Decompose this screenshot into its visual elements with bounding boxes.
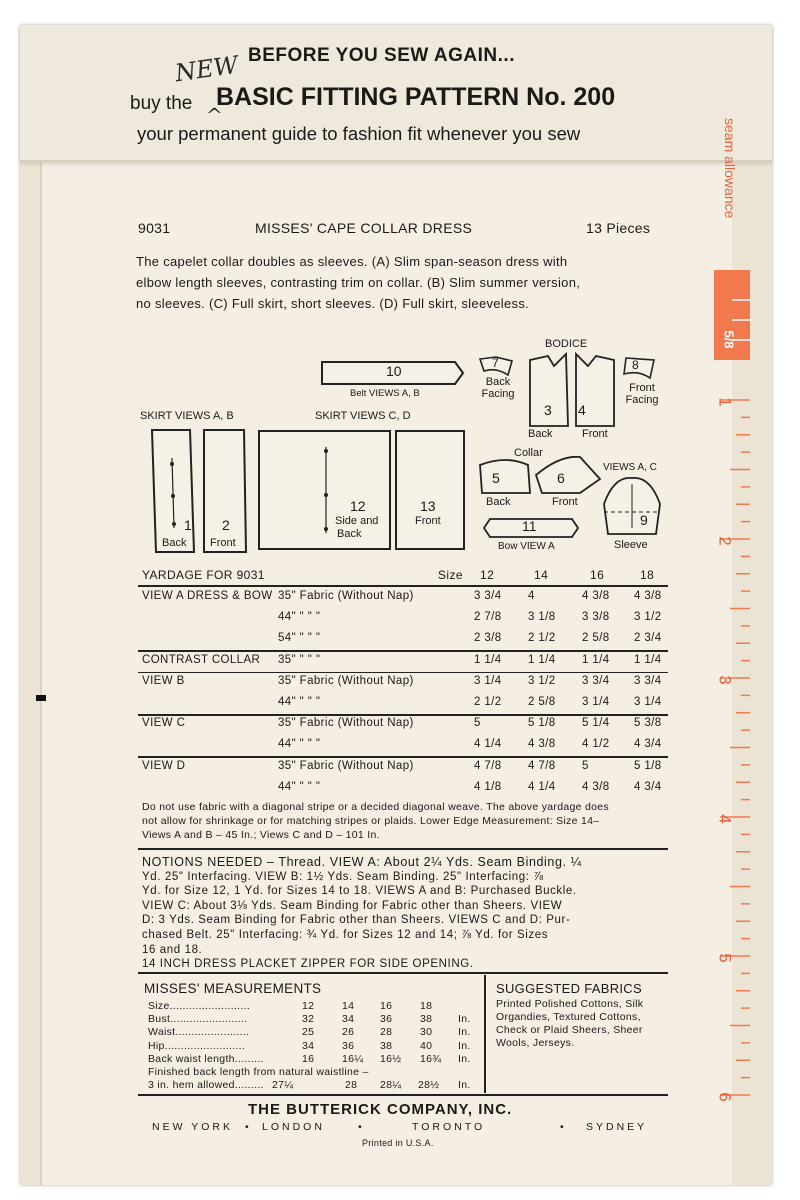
- measurement-label: Back waist length.........: [148, 1052, 264, 1065]
- front-facing-label: Front Facing: [625, 382, 659, 406]
- bodice-back-label: Back: [528, 428, 553, 440]
- yardage-cell: 3 1/4: [474, 674, 502, 687]
- yardage-cell: 3 1/2: [528, 674, 556, 687]
- yardage-cell: 2 5/8: [528, 696, 556, 708]
- measurement-cell: 40: [420, 1039, 433, 1052]
- yardage-cell: 1 1/4: [634, 653, 662, 666]
- yardage-cell: 1 1/4: [582, 653, 610, 666]
- yardage-fabric: 35" " " ": [278, 653, 321, 666]
- edge-mark: [36, 695, 46, 701]
- skirt-front-cd-number: 13: [420, 498, 436, 514]
- yardage-cell: 5 1/8: [634, 759, 662, 772]
- yardage-cell: 2 5/8: [582, 632, 610, 645]
- yardage-cell: 2 1/2: [474, 696, 502, 708]
- bodice-title: BODICE: [545, 338, 588, 350]
- collar-back-number: 5: [492, 470, 500, 486]
- yardage-view-label: VIEW A DRESS & BOW: [142, 590, 273, 602]
- yardage-note-2: not allow for shrinkage or for matching stripes or plaids. Lower Edge Measurement: Size 14–: [142, 815, 600, 827]
- insert-caret: ^: [206, 103, 223, 127]
- ruler-number: 5: [715, 953, 735, 963]
- measurement-unit: In.: [458, 1052, 471, 1065]
- ruler-number: 2: [715, 536, 735, 546]
- piece-count: 13 Pieces: [586, 220, 651, 236]
- yardage-group-rule: [138, 672, 668, 674]
- yardage-fabric: 44" " " ": [278, 780, 321, 793]
- yardage-cell: 4 3/8: [582, 590, 610, 602]
- yardage-cell: 4 7/8: [528, 759, 556, 772]
- bodice-pieces: [526, 352, 618, 432]
- measurement-label: Hip.........................: [148, 1039, 246, 1052]
- description-line-2: elbow length sleeves, contrasting trim on collar. (B) Slim summer version,: [136, 275, 581, 290]
- yardage-cell: 3 3/8: [582, 611, 610, 624]
- collar-back-label: Back: [486, 496, 511, 508]
- fabric-line-3: Check or Plaid Sheers, Sheer: [496, 1024, 643, 1036]
- description-line-1: The capelet collar doubles as sleeves. (A) Slim span-season dress with: [136, 254, 568, 269]
- bodice-front-number: 4: [578, 402, 586, 418]
- description-line-3: no sleeves. (C) Full skirt, short sleeves. (D) Full skirt, sleeveless.: [136, 296, 530, 311]
- measurements-rule: [138, 972, 668, 974]
- yardage-cell: 2 1/2: [528, 632, 556, 645]
- yardage-fabric: 44" " " ": [278, 738, 321, 751]
- yardage-view-label: VIEW B: [142, 674, 185, 687]
- measurement-cell: 25: [302, 1026, 315, 1039]
- measurement-cell: 16: [302, 1052, 315, 1065]
- measurement-cell: 34: [342, 1013, 355, 1026]
- yardage-cell: 4 3/4: [634, 780, 662, 793]
- fabric-line-1: Printed Polished Cottons, Silk: [496, 998, 644, 1010]
- yardage-cell: 2 3/8: [474, 632, 502, 645]
- collar-title: Collar: [514, 447, 543, 459]
- yardage-rule: [138, 585, 668, 587]
- finished-14: 28: [345, 1079, 358, 1091]
- measurements-title: MISSES' MEASUREMENTS: [144, 981, 322, 996]
- yardage-view-label: VIEW C: [142, 717, 186, 730]
- measurements-divider: [484, 975, 486, 1093]
- belt-number: 10: [386, 363, 402, 379]
- measurement-cell: 30: [420, 1026, 433, 1039]
- collar-front-label: Front: [552, 496, 578, 508]
- sleeve-piece: [600, 474, 664, 538]
- yardage-size-14: 14: [534, 568, 549, 582]
- yardage-note-1: Do not use fabric with a diagonal stripe or a decided diagonal weave. The above yardage does: [142, 801, 609, 813]
- collar-front-number: 6: [557, 470, 565, 486]
- measurement-cell: 16½: [380, 1052, 402, 1065]
- yardage-fabric: 35" Fabric (Without Nap): [278, 759, 414, 772]
- measurement-cell: 38: [420, 1013, 433, 1026]
- envelope-flap: [20, 25, 772, 162]
- city-3: TORONTO: [412, 1121, 486, 1133]
- measurement-unit: In.: [458, 1013, 471, 1026]
- yardage-cell: 5 1/4: [582, 717, 610, 730]
- handwritten-new: NEW: [173, 50, 240, 88]
- measurement-cell: 36: [380, 1013, 393, 1026]
- skirt-side-back-number: 12: [350, 498, 366, 514]
- yardage-cell: 3 1/4: [634, 696, 662, 708]
- notions-line: D: 3 Yds. Seam Binding for Fabric other than Sheers. VIEWS C and D: Pur-: [142, 914, 571, 927]
- yardage-fabric: 54" " " ": [278, 632, 321, 645]
- measurement-label: Size.........................: [148, 1000, 251, 1012]
- yardage-note-3: Views A and B – 45 In.; Views C and D – 101 In.: [142, 829, 380, 841]
- sleeve-label: Sleeve: [614, 539, 648, 551]
- measurement-cell: 12: [302, 1000, 315, 1012]
- front-facing-number: 8: [632, 358, 639, 372]
- skirt-cd-grainline: [320, 445, 332, 535]
- yardage-cell: 4 1/4: [528, 780, 556, 793]
- measurement-label: Bust........................: [148, 1013, 248, 1026]
- city-separator-3: •: [560, 1121, 567, 1133]
- yardage-fabric: 44" " " ": [278, 611, 321, 624]
- city-separator-1: •: [245, 1121, 252, 1133]
- finished-16: 28¼: [380, 1079, 402, 1091]
- measurement-cell: 16: [380, 1000, 393, 1012]
- notions-line: Yd. 25" Interfacing. VIEW B: 1½ Yds. Seam Binding. 25" Interfacing: ⅞: [142, 870, 544, 883]
- fabrics-title: SUGGESTED FABRICS: [496, 981, 642, 996]
- flap-pattern-name: BASIC FITTING PATTERN No. 200: [216, 83, 616, 111]
- ruler-number: 3: [715, 675, 735, 685]
- yardage-group-rule: [138, 714, 668, 716]
- measurement-cell: 36: [342, 1039, 355, 1052]
- notions-rule: [138, 848, 668, 850]
- belt-label: Belt VIEWS A, B: [350, 388, 420, 399]
- finished-length-line-1: Finished back length from natural waistline –: [148, 1066, 369, 1078]
- fabric-line-4: Wools, Jerseys.: [496, 1037, 575, 1049]
- skirt-back-ab-number: 1: [184, 517, 192, 533]
- notions-line: VIEW C: About 3⅛ Yds. Seam Binding for Fabric other than Sheers. VIEW: [142, 899, 563, 912]
- sleeve-number: 9: [640, 512, 648, 528]
- yardage-cell: 4 7/8: [474, 759, 502, 772]
- measurement-cell: 16¾: [420, 1052, 442, 1065]
- yardage-cell: 2 3/4: [634, 632, 662, 645]
- measurement-cell: 38: [380, 1039, 393, 1052]
- skirt-ab-title: SKIRT VIEWS A, B: [140, 410, 234, 422]
- yardage-cell: 4: [528, 590, 535, 602]
- city-2: LONDON: [262, 1121, 325, 1133]
- yardage-cell: 3 3/4: [634, 674, 662, 687]
- city-separator-2: •: [358, 1121, 365, 1133]
- pattern-number: 9031: [138, 220, 171, 236]
- yardage-size-label: Size: [438, 568, 463, 582]
- flap-headline: BEFORE YOU SEW AGAIN...: [248, 45, 515, 66]
- yardage-cell: 1 1/4: [474, 653, 502, 666]
- skirt-side-back-label-2: Back: [337, 528, 362, 540]
- fabric-line-2: Organdies, Textured Cottons,: [496, 1011, 641, 1023]
- ruler-number: 1: [715, 397, 735, 407]
- bodice-back-number: 3: [544, 402, 552, 418]
- sleeve-title: VIEWS A, C: [603, 462, 657, 473]
- yardage-group-rule: [138, 650, 668, 652]
- ruler-graphic: [714, 270, 754, 1110]
- yardage-group-rule: [138, 756, 668, 758]
- skirt-back-ab-label: Back: [162, 537, 187, 549]
- yardage-view-label: CONTRAST COLLAR: [142, 653, 261, 666]
- yardage-cell: 5 3/8: [634, 717, 662, 730]
- skirt-cd-title: SKIRT VIEWS C, D: [315, 410, 411, 422]
- yardage-cell: 4 1/8: [474, 780, 502, 793]
- yardage-cell: 2 7/8: [474, 611, 502, 624]
- yardage-cell: 1 1/4: [528, 653, 556, 666]
- yardage-cell: 4 3/4: [634, 738, 662, 751]
- yardage-cell: 5: [582, 759, 589, 772]
- yardage-cell: 5 1/8: [528, 717, 556, 730]
- yardage-cell: 5: [474, 717, 481, 730]
- notions-line: chased Belt. 25" Interfacing: ¾ Yd. for Sizes 12 and 14; ⅞ Yd. for Sizes: [142, 929, 549, 941]
- bow-label: Bow VIEW A: [498, 541, 555, 552]
- city-1: NEW YORK: [152, 1121, 233, 1133]
- seam-ruler: [714, 270, 754, 1110]
- measurement-label: Waist.......................: [148, 1026, 250, 1039]
- measurement-cell: 28: [380, 1026, 393, 1039]
- flap-tagline: your permanent guide to fashion fit whenever you sew: [137, 123, 581, 144]
- front-facing-piece: [620, 356, 660, 382]
- ruler-number: 6: [715, 1092, 735, 1102]
- yardage-fabric: 35" Fabric (Without Nap): [278, 590, 414, 602]
- yardage-cell: 4 3/8: [582, 780, 610, 793]
- skirt-front-cd-label: Front: [415, 515, 441, 527]
- measurement-cell: 34: [302, 1039, 315, 1052]
- yardage-fabric: 35" Fabric (Without Nap): [278, 674, 414, 687]
- yardage-cell: 3 1/2: [634, 611, 662, 624]
- notions-line: Yd. for Size 12, 1 Yd. for Sizes 14 to 18. VIEWS A and B: Purchased Buckle.: [142, 885, 577, 898]
- ruler-number: 4: [715, 814, 735, 824]
- pattern-title: MISSES' CAPE COLLAR DRESS: [255, 220, 473, 236]
- yardage-fabric: 44" " " ": [278, 696, 321, 708]
- yardage-cell: 4 3/8: [528, 738, 556, 751]
- footer-rule: [138, 1094, 668, 1096]
- yardage-size-18: 18: [640, 568, 655, 582]
- bow-number: 11: [522, 518, 537, 534]
- finished-12: 27¼: [272, 1079, 294, 1091]
- measurement-unit: In.: [458, 1039, 471, 1052]
- yardage-cell: 4 1/4: [474, 738, 502, 751]
- measurement-cell: 14: [342, 1000, 355, 1012]
- yardage-cell: 4 3/8: [634, 590, 662, 602]
- city-4: SYDNEY: [586, 1121, 648, 1133]
- measurement-cell: 26: [342, 1026, 355, 1039]
- skirt-front-cd-piece: [395, 430, 465, 550]
- yardage-title: YARDAGE FOR 9031: [142, 568, 265, 582]
- finished-length-line-2: 3 in. hem allowed.........: [148, 1079, 264, 1091]
- yardage-cell: 3 1/4: [582, 696, 610, 708]
- flap-buy-the: buy the: [130, 93, 193, 114]
- yardage-cell: 4 1/2: [582, 738, 610, 751]
- notions-line: NOTIONS NEEDED – Thread. VIEW A: About 2¼ Yds. Seam Binding. ¼: [142, 855, 582, 869]
- seam-allowance-label: seam allowance: [722, 118, 738, 219]
- measurement-cell: 32: [302, 1013, 315, 1026]
- finished-18: 28½: [418, 1079, 440, 1091]
- skirt-front-ab-number: 2: [222, 517, 230, 533]
- yardage-cell: 3 3/4: [474, 590, 502, 602]
- measurement-cell: 18: [420, 1000, 433, 1012]
- measurement-unit: In.: [458, 1026, 471, 1039]
- back-facing-label: Back Facing: [481, 376, 515, 400]
- printed-in: Printed in U.S.A.: [362, 1138, 434, 1148]
- notions-line: 16 and 18.: [142, 943, 203, 956]
- yardage-fabric: 35" Fabric (Without Nap): [278, 717, 414, 730]
- skirt-front-ab-label: Front: [210, 537, 236, 549]
- bodice-front-label: Front: [582, 428, 608, 440]
- ruler-fraction: 5/8: [721, 330, 737, 349]
- company-name: THE BUTTERICK COMPANY, INC.: [248, 1101, 513, 1118]
- finished-unit: In.: [458, 1079, 471, 1091]
- back-facing-number: 7: [492, 356, 499, 370]
- skirt-ab-pieces: [150, 428, 250, 554]
- yardage-cell: 3 3/4: [582, 674, 610, 687]
- yardage-cell: 3 1/8: [528, 611, 556, 624]
- yardage-size-12: 12: [480, 568, 495, 582]
- measurement-cell: 16¼: [342, 1052, 364, 1065]
- skirt-side-back-label-1: Side and: [335, 515, 379, 527]
- yardage-view-label: VIEW D: [142, 759, 186, 772]
- notions-line: 14 INCH DRESS PLACKET ZIPPER FOR SIDE OPENING.: [142, 958, 474, 971]
- yardage-size-16: 16: [590, 568, 605, 582]
